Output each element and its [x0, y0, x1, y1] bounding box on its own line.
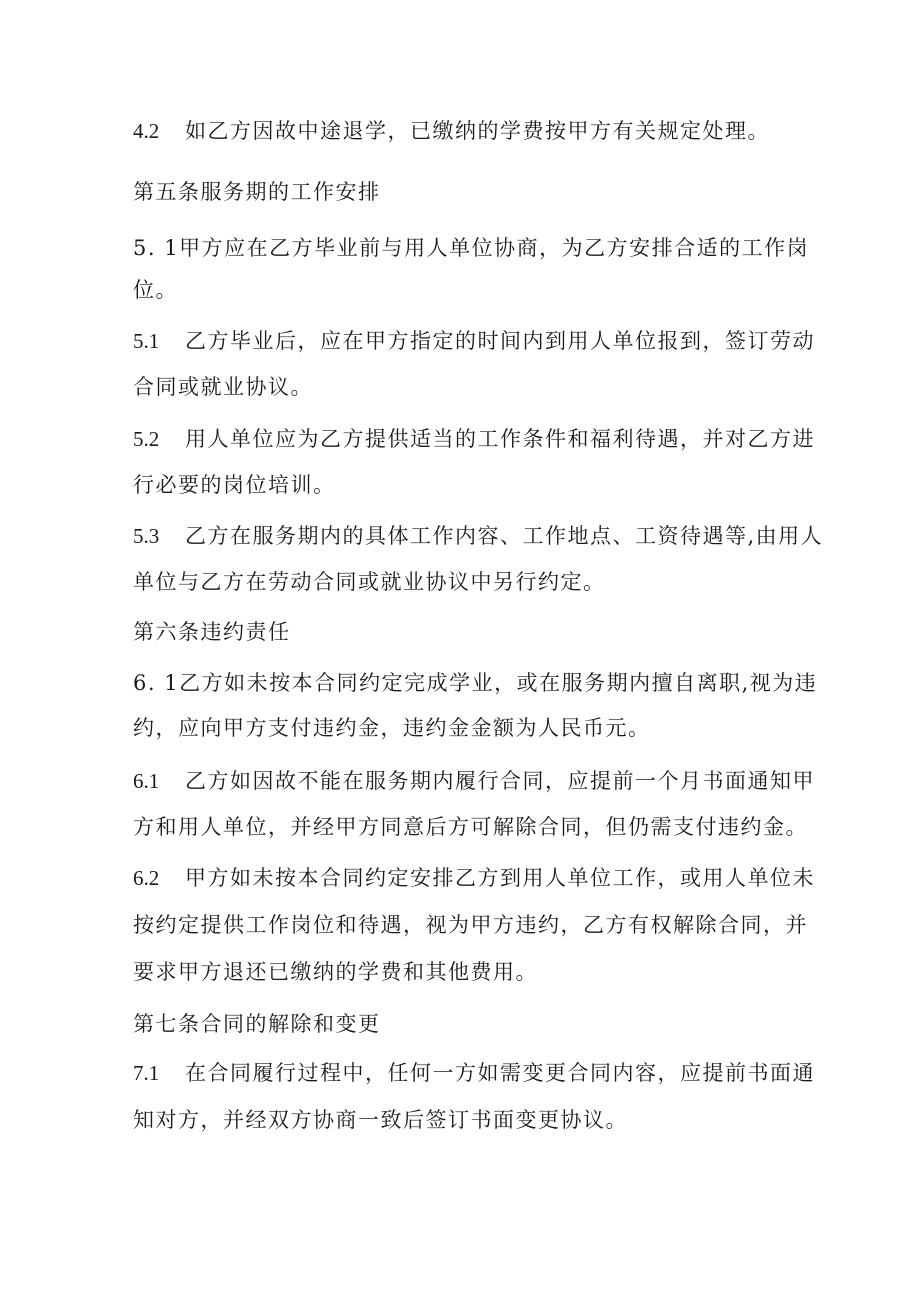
- clause-number: 5.1: [133, 329, 160, 353]
- clause-5-1-cont: [133, 372, 313, 402]
- clause-5-2: [133, 424, 815, 454]
- clause-5-1: [133, 326, 815, 356]
- clause-7-1: [133, 1058, 815, 1088]
- clause-text: 单位与乙方在劳动合同或就业协议中另行约定。: [133, 570, 606, 594]
- clause-6-1-cont: [133, 812, 808, 842]
- clause-6-2-cont-1: [133, 910, 808, 940]
- clause-text: 行必要的岗位培训。: [133, 473, 336, 497]
- clause-number: 6.1: [133, 769, 160, 793]
- clause-text: 用人单位应为乙方提供适当的工作条件和福利待遇，并对乙方进: [185, 427, 815, 451]
- clause-5-1a: [133, 233, 809, 263]
- clause-6-2-cont-2: [133, 957, 538, 987]
- clause-6-2: [133, 863, 815, 893]
- clause-text: 在合同履行过程中，任何一方如需变更合同内容，应提前书面通: [185, 1061, 815, 1085]
- clause-6-1: [133, 766, 815, 796]
- clause-5-1a-cont: [133, 275, 178, 305]
- clause-6-1a-cont: [133, 713, 651, 743]
- clause-text: 合同或就业协议。: [133, 375, 313, 399]
- clause-5-2-cont: [133, 470, 336, 500]
- article-heading-text: 第六条违约责任: [133, 620, 291, 644]
- clause-number: 6.2: [133, 866, 160, 890]
- article-5-heading: [133, 177, 381, 207]
- clause-5-3: [133, 521, 823, 551]
- article-heading-text: 第五条服务期的工作安排: [133, 180, 381, 204]
- clause-6-1a: [133, 668, 817, 698]
- clause-number: 5.2: [133, 427, 160, 451]
- article-heading-text: 第七条合同的解除和变更: [133, 1012, 381, 1036]
- clause-text: 方和用人单位，并经甲方同意后方可解除合同，但仍需支付违约金。: [133, 815, 808, 839]
- clause-text: 乙方如因故不能在服务期内履行合同，应提前一个月书面通知甲: [185, 769, 815, 793]
- clause-text: 乙方在服务期内的具体工作内容、工作地点、工资待遇等,由用人: [185, 524, 824, 548]
- clause-text: 乙方毕业后，应在甲方指定的时间内到用人单位报到，签订劳动: [185, 329, 815, 353]
- clause-text: 如乙方因故中途退学，已缴纳的学费按甲方有关规定处理。: [185, 119, 770, 143]
- clause-text: 约，应向甲方支付违约金，违约金金额为人民币元。: [133, 716, 651, 740]
- clause-number: 7.1: [133, 1061, 160, 1085]
- clause-text: 5. 1甲方应在乙方毕业前与用人单位协商，为乙方安排合适的工作岗: [133, 236, 810, 260]
- article-6-heading: [133, 617, 291, 647]
- clause-text: 甲方如未按本合同约定安排乙方到用人单位工作，或用人单位未: [185, 866, 815, 890]
- clause-number: 4.2: [133, 119, 160, 143]
- clause-text: 要求甲方退还已缴纳的学费和其他费用。: [133, 960, 538, 984]
- clause-number: 5.3: [133, 524, 160, 548]
- article-7-heading: [133, 1009, 381, 1039]
- clause-text: 知对方，并经双方协商一致后签订书面变更协议。: [133, 1108, 628, 1132]
- clause-5-3-cont: [133, 567, 606, 597]
- clause-7-1-cont: [133, 1105, 628, 1135]
- clause-4-2: [133, 116, 770, 146]
- clause-text: 按约定提供工作岗位和待遇，视为甲方违约，乙方有权解除合同，并: [133, 913, 808, 937]
- clause-text: 位。: [133, 278, 178, 302]
- clause-text: 6. 1乙方如未按本合同约定完成学业，或在服务期内擅自离职,视为违: [133, 671, 818, 695]
